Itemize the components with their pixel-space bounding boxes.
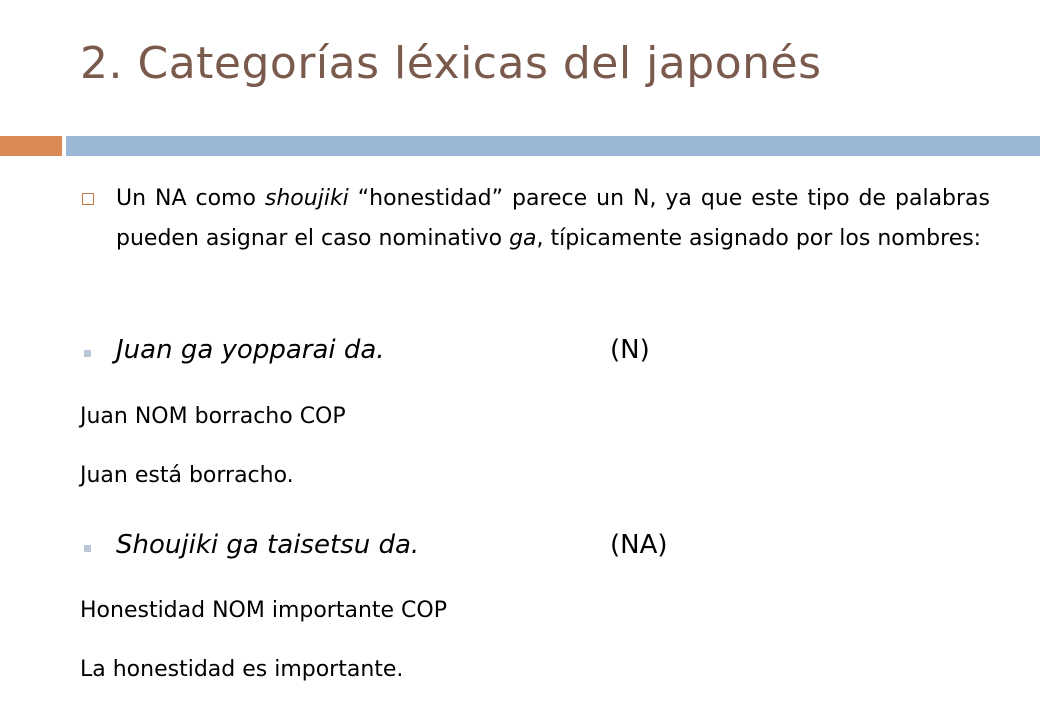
accent-bar-orange [0,136,62,156]
example-gloss-2: Honestidad NOM importante COP [80,598,447,623]
example-tag-2: (NA) [610,530,668,560]
example-translation-2: La honestidad es importante. [80,657,404,682]
bullet-paragraph [116,179,990,259]
square-bullet-icon [82,193,94,205]
text-run: Un NA como [116,186,265,211]
example-translation-1: Juan está borracho. [80,463,294,488]
accent-bar-blue [66,136,1040,156]
term-shoujiki: shoujiki [264,186,349,211]
text-run: , típicamente asignado por los nombres: [536,226,982,251]
slide-title: 2. Categorías léxicas del japonés [80,38,822,89]
example-gloss-1: Juan NOM borracho COP [80,404,346,429]
small-square-bullet-icon [84,545,91,552]
example-sentence-2: Shoujiki ga taisetsu da. [116,530,420,560]
example-tag-1: (N) [610,335,650,365]
term-ga: ga [509,226,537,251]
example-sentence-1: Juan ga yopparai da. [116,335,385,365]
text-run: “honestidad” parece un N, ya que este tipo de palabras pueden asignar el caso nominativo [116,186,990,251]
small-square-bullet-icon [84,350,91,357]
